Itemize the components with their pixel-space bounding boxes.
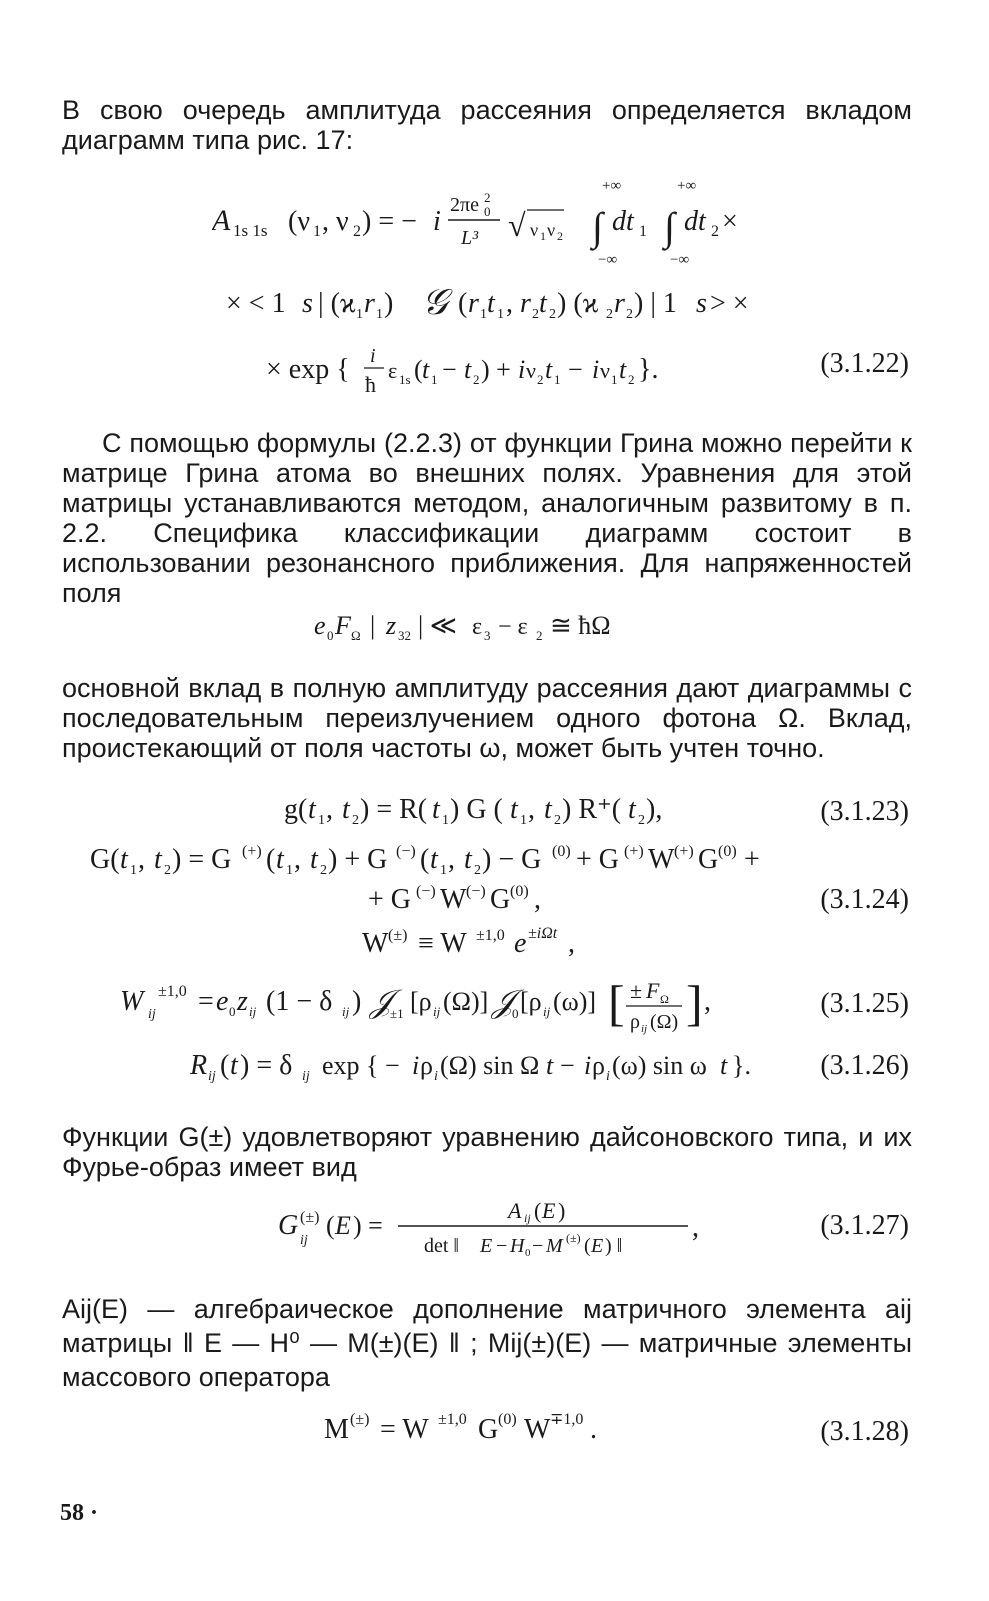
svg-text:i: i — [412, 1051, 420, 1080]
svg-text:t: t — [308, 794, 316, 825]
svg-text:exp { −: exp { − — [322, 1051, 400, 1080]
svg-text:E: E — [480, 1235, 493, 1257]
svg-text:0: 0 — [229, 1004, 236, 1019]
svg-text:1: 1 — [431, 372, 438, 387]
svg-text:G: G — [698, 844, 719, 875]
svg-text:t: t — [487, 288, 495, 319]
svg-text:|: | — [370, 611, 376, 640]
svg-text:s: s — [302, 288, 313, 319]
svg-text:}.: }. — [638, 354, 659, 385]
equation-3-1-25-graphic — [120, 974, 800, 1040]
equation-3-1-26-graphic — [190, 1046, 810, 1086]
svg-text:}.: }. — [732, 1051, 751, 1080]
svg-text:2: 2 — [352, 813, 359, 828]
paragraph-main-contribution: основной вклад в полную амплитуду рассеяния дают диаграммы с последовательным переизлучением одного фотона Ω. Вклад, проистекающий от поля частоты ω, может быть учтен точно. — [62, 673, 912, 763]
svg-text:∓1,0: ∓1,0 — [550, 1411, 584, 1428]
svg-text:t: t — [628, 794, 636, 825]
svg-text:> ×: > × — [710, 288, 749, 319]
svg-text:±1,0: ±1,0 — [158, 983, 187, 1000]
svg-text:= W: = W — [380, 1414, 429, 1445]
svg-text:,: , — [448, 844, 455, 875]
equation-3-1-27 — [278, 1194, 718, 1272]
svg-text:3: 3 — [484, 628, 491, 643]
svg-text:e: e — [514, 928, 527, 959]
svg-text:(ω)]: (ω)] — [553, 987, 597, 1016]
svg-text:2: 2 — [537, 372, 544, 387]
equation-3-1-24-line-2 — [368, 880, 628, 928]
svg-text:(Ω) sin Ω: (Ω) sin Ω — [440, 1051, 540, 1080]
svg-text:F: F — [646, 978, 660, 1003]
svg-text:ij: ij — [300, 1233, 308, 1248]
svg-text:) ‖: ) ‖ — [605, 1235, 623, 1257]
svg-text:t: t — [310, 844, 318, 875]
svg-text:[ρ: [ρ — [520, 987, 542, 1016]
svg-text:(ν: (ν — [288, 206, 310, 237]
equation-3-1-22-line-3-graphic — [266, 340, 746, 402]
svg-text:±: ± — [630, 978, 643, 1003]
svg-text:) | 1: ) | 1 — [634, 288, 677, 319]
paragraph-green-matrix: С помощью формулы (2.2.3) от функции Грина можно перейти к матрице Грина атома во внешних полях. Уравнения для этой матрицы устанавливаются методом, аналогичным развитому в п. 2.2. Специфика классификации диаграмм состоит в использовании резонансного приближения. Для напряженностей поля — [62, 428, 912, 608]
svg-text:(+): (+) — [624, 843, 644, 860]
svg-text:G: G — [490, 884, 511, 915]
svg-text:, ν: , ν — [322, 206, 349, 237]
svg-text:2: 2 — [164, 863, 171, 878]
equation-number-3-1-25: (3.1.25) — [820, 988, 909, 1019]
paragraph-algebraic-complement: Aij(E) — алгебраическое дополнение матричного элемента aij матрицы ‖ E — H⁰ — M(±)(E) ‖ ; Mij(±)(E) — матричные элементы массового оператора — [62, 1294, 912, 1392]
svg-text:dt: dt — [612, 206, 634, 237]
svg-text:× exp {: × exp { — [266, 354, 350, 385]
svg-text:G: G — [278, 1210, 299, 1241]
svg-text:+: + — [744, 844, 760, 875]
svg-text:0: 0 — [525, 1247, 531, 1259]
svg-text:t: t — [619, 355, 627, 384]
svg-text:) + G: ) + G — [328, 844, 388, 875]
svg-text:1: 1 — [611, 372, 618, 387]
svg-text:E: E — [335, 1211, 351, 1240]
svg-text:e: e — [216, 986, 229, 1017]
svg-text:dt: dt — [684, 206, 706, 237]
svg-text:2: 2 — [606, 307, 613, 322]
svg-text:(: ( — [220, 1050, 230, 1081]
svg-text:2: 2 — [626, 307, 633, 322]
svg-text:r: r — [468, 288, 479, 319]
svg-text:ij: ij — [342, 1004, 350, 1019]
svg-text:√: √ — [508, 207, 526, 243]
svg-text:t: t — [276, 844, 284, 875]
svg-text:t: t — [154, 844, 162, 875]
svg-text:−: − — [560, 1051, 575, 1080]
svg-text:±1: ±1 — [390, 1006, 404, 1021]
svg-text:2: 2 — [557, 229, 563, 243]
svg-text:ij: ij — [543, 1004, 551, 1019]
svg-text:−∞: −∞ — [670, 252, 690, 268]
svg-text:i: i — [584, 1051, 592, 1080]
svg-text:t: t — [230, 1050, 238, 1081]
svg-text:t: t — [545, 355, 553, 384]
svg-text:ij: ij — [433, 1004, 441, 1019]
svg-text:(Ω): (Ω) — [650, 1011, 679, 1033]
svg-text:): ) — [558, 1198, 566, 1223]
svg-text:,: , — [692, 1212, 699, 1243]
svg-text:±iΩt: ±iΩt — [528, 925, 558, 942]
svg-text:ij: ij — [148, 1007, 156, 1022]
svg-text:H: H — [510, 1235, 525, 1257]
svg-text:2πe: 2πe — [450, 194, 479, 216]
equation-number-3-1-27: (3.1.27) — [820, 1210, 909, 1241]
svg-text:Ω: Ω — [351, 628, 361, 643]
svg-text:) G (: ) G ( — [450, 794, 503, 825]
svg-text:,: , — [534, 884, 541, 915]
svg-text:×: × — [722, 206, 738, 237]
paragraph-functions-G: Функции G(±) удовлетворяют уравнению дайсоновского типа, и их Фурье-образ имеет вид — [62, 1122, 912, 1182]
svg-text:1: 1 — [480, 307, 487, 322]
equation-W-definition — [362, 922, 622, 970]
svg-text:t: t — [464, 844, 472, 875]
svg-text:−: − — [532, 1235, 544, 1257]
svg-text:(ω) sin ω: (ω) sin ω — [612, 1051, 707, 1080]
equation-number-3-1-22: (3.1.22) — [820, 348, 909, 379]
svg-text:× < 1: × < 1 — [226, 288, 286, 319]
equation-number-3-1-28: (3.1.28) — [820, 1416, 909, 1447]
svg-text:E: E — [591, 1235, 604, 1257]
svg-text:2: 2 — [473, 372, 480, 387]
svg-text:+∞: +∞ — [677, 178, 697, 194]
svg-text:2: 2 — [484, 190, 491, 205]
svg-text:Ω: Ω — [660, 992, 669, 1006]
svg-text:W: W — [524, 1414, 551, 1445]
svg-text:G(: G( — [90, 844, 120, 875]
svg-text:t: t — [539, 288, 547, 319]
svg-text:ν: ν — [547, 220, 556, 240]
svg-text:) = G: ) = G — [172, 844, 232, 875]
svg-text:i: i — [606, 1069, 610, 1084]
svg-text:r: r — [364, 288, 375, 319]
svg-text:1: 1 — [318, 813, 325, 828]
svg-text:2: 2 — [474, 863, 481, 878]
svg-text:𝒥: 𝒥 — [492, 983, 515, 1019]
equation-3-1-24-line-2-graphic — [368, 880, 628, 920]
svg-text:2: 2 — [628, 372, 635, 387]
svg-text:r: r — [520, 288, 531, 319]
svg-text:1: 1 — [554, 372, 561, 387]
svg-text:A: A — [508, 1198, 522, 1223]
svg-text:(±): (±) — [300, 1209, 320, 1226]
svg-text:G: G — [478, 1414, 499, 1445]
svg-text:,: , — [704, 986, 711, 1017]
svg-text:(: ( — [266, 844, 276, 875]
equation-3-1-23-graphic — [284, 790, 724, 830]
svg-text:(+): (+) — [674, 843, 694, 860]
svg-text:) − G: ) − G — [482, 844, 542, 875]
svg-text:1: 1 — [130, 863, 137, 878]
svg-text:(0): (0) — [510, 883, 529, 900]
svg-text:(−): (−) — [466, 883, 486, 900]
svg-text:E: E — [542, 1198, 556, 1223]
svg-text:t: t — [510, 794, 518, 825]
svg-text:(1 − δ: (1 − δ — [266, 986, 333, 1017]
svg-text:(0): (0) — [718, 843, 737, 860]
equation-field-condition-graphic — [314, 606, 694, 646]
svg-text:W: W — [120, 986, 144, 1017]
svg-text:− ε: − ε — [498, 614, 528, 640]
svg-text:ν: ν — [526, 358, 536, 383]
svg-text:ij: ij — [524, 1211, 531, 1225]
svg-text:s: s — [696, 288, 707, 319]
svg-text:z: z — [386, 611, 397, 640]
paragraph-intro: В свою очередь амплитуда рассеяния определяется вкладом диаграмм типа рис. 17: — [62, 95, 912, 155]
svg-text:.: . — [590, 1414, 597, 1445]
svg-text:(−): (−) — [416, 883, 436, 900]
svg-text:ν: ν — [530, 220, 539, 240]
svg-text:(: ( — [420, 844, 430, 875]
svg-text:) = −: ) = − — [362, 206, 417, 237]
svg-text:1: 1 — [639, 223, 647, 240]
svg-text:) = R(: ) = R( — [360, 794, 428, 825]
svg-text:(: ( — [534, 1198, 542, 1223]
svg-text:t: t — [432, 794, 440, 825]
equation-number-3-1-24: (3.1.24) — [820, 884, 909, 915]
svg-text:,: , — [528, 794, 535, 825]
svg-text:1: 1 — [313, 223, 321, 240]
svg-text:2: 2 — [549, 307, 556, 322]
svg-text:+∞: +∞ — [602, 178, 622, 194]
svg-text:): ) — [352, 986, 362, 1017]
svg-text:e: e — [314, 611, 326, 640]
svg-text:−: − — [442, 355, 457, 384]
equation-number-3-1-23: (3.1.23) — [820, 796, 909, 827]
svg-text:) = δ: ) = δ — [240, 1050, 293, 1081]
svg-text:(: ( — [414, 355, 423, 384]
svg-text:i: i — [433, 206, 441, 237]
svg-text:,: , — [568, 928, 575, 959]
svg-text:(±): (±) — [388, 927, 408, 944]
svg-text:(±): (±) — [350, 1411, 370, 1428]
svg-text:ρ: ρ — [420, 1051, 433, 1080]
svg-text:ij: ij — [249, 1004, 257, 1019]
svg-text:(: ( — [326, 1211, 335, 1240]
equation-W-definition-graphic — [362, 922, 622, 962]
svg-text:t: t — [430, 844, 438, 875]
equation-3-1-22-line-1 — [212, 178, 772, 278]
svg-text:ε: ε — [388, 358, 398, 383]
svg-text:M: M — [324, 1414, 349, 1445]
svg-text:2: 2 — [320, 863, 327, 878]
svg-text:≅ ħΩ: ≅ ħΩ — [550, 611, 611, 640]
equation-3-1-22-line-2 — [226, 278, 786, 332]
svg-text:(0): (0) — [498, 1411, 517, 1428]
svg-text:32: 32 — [398, 628, 411, 643]
svg-text:1: 1 — [286, 863, 293, 878]
svg-text:2: 2 — [638, 813, 645, 828]
svg-text:+ G: + G — [368, 884, 412, 915]
equation-number-3-1-26: (3.1.26) — [820, 1050, 909, 1081]
equation-3-1-26 — [190, 1046, 810, 1094]
svg-text:) R⁺(: ) R⁺( — [562, 794, 622, 825]
svg-text:∫: ∫ — [592, 204, 603, 249]
svg-text:[: [ — [608, 975, 625, 1031]
svg-text:0: 0 — [512, 1006, 519, 1021]
equation-3-1-24-line-1-graphic — [90, 840, 880, 880]
svg-text:(Ω)]: (Ω)] — [443, 987, 489, 1016]
svg-text:1: 1 — [442, 813, 449, 828]
svg-text:,: , — [506, 288, 513, 319]
svg-text:t: t — [546, 1051, 554, 1080]
equation-3-1-22-line-2-graphic — [226, 278, 786, 324]
svg-text:| ≪: | ≪ — [418, 611, 457, 640]
svg-text:r: r — [614, 288, 625, 319]
svg-text:1: 1 — [440, 863, 447, 878]
svg-text:1s 1s: 1s 1s — [233, 221, 268, 240]
svg-text:−∞: −∞ — [598, 252, 618, 268]
svg-text:i: i — [592, 355, 600, 384]
svg-text:): ) — [384, 288, 394, 319]
svg-text:(+): (+) — [242, 843, 262, 860]
svg-text:1: 1 — [356, 307, 363, 322]
svg-text:) =: ) = — [353, 1211, 383, 1240]
svg-text:±1,0: ±1,0 — [438, 1411, 467, 1428]
svg-text:W: W — [440, 884, 467, 915]
svg-text:R: R — [190, 1050, 208, 1081]
svg-text:−: − — [568, 355, 583, 384]
svg-text:ρ: ρ — [592, 1051, 605, 1080]
svg-text:i: i — [434, 1069, 438, 1084]
svg-text:) +: ) + — [481, 355, 511, 384]
svg-text:L³: L³ — [461, 227, 479, 249]
svg-text:,: , — [326, 794, 333, 825]
svg-text:ij: ij — [302, 1069, 310, 1084]
svg-text:z: z — [237, 986, 248, 1017]
equation-3-1-23 — [284, 790, 724, 838]
svg-text:2: 2 — [532, 307, 539, 322]
svg-text:∫: ∫ — [664, 204, 675, 249]
svg-text:𝒥: 𝒥 — [370, 983, 393, 1019]
svg-text:ν: ν — [600, 358, 610, 383]
svg-text:ħ: ħ — [365, 372, 376, 397]
svg-text:0: 0 — [484, 204, 491, 219]
svg-text:F: F — [335, 611, 351, 640]
svg-text:) (ϰ: ) (ϰ — [557, 288, 599, 319]
svg-text:ρ: ρ — [630, 1011, 640, 1033]
equation-3-1-25 — [120, 974, 800, 1048]
svg-text:(: ( — [458, 288, 468, 319]
svg-text:1: 1 — [540, 229, 546, 243]
svg-text:(−): (−) — [396, 843, 416, 860]
svg-text:1: 1 — [376, 307, 383, 322]
page-number: 58 · — [60, 1500, 99, 1526]
svg-text:≡ W: ≡ W — [418, 928, 467, 959]
svg-text:i: i — [370, 345, 376, 367]
equation-3-1-28 — [324, 1408, 664, 1456]
equation-3-1-28-graphic — [324, 1408, 664, 1448]
svg-text:t: t — [544, 794, 552, 825]
equation-field-condition — [314, 606, 694, 654]
svg-text:W: W — [362, 928, 389, 959]
svg-text:t: t — [342, 794, 350, 825]
svg-text:i: i — [518, 355, 526, 384]
svg-text:[ρ: [ρ — [410, 987, 432, 1016]
svg-text:(0): (0) — [552, 843, 571, 860]
svg-text:2: 2 — [554, 813, 561, 828]
svg-text:1s: 1s — [399, 372, 411, 387]
svg-text:,: , — [138, 844, 145, 875]
svg-text:+ G: + G — [576, 844, 620, 875]
svg-text:g(: g( — [284, 794, 308, 825]
svg-text:1: 1 — [520, 813, 527, 828]
svg-text:ij: ij — [641, 1023, 648, 1035]
svg-text:2: 2 — [711, 223, 719, 240]
equation-3-1-22-line-3 — [266, 340, 746, 410]
svg-text:]: ] — [686, 975, 703, 1031]
svg-text:t: t — [720, 1051, 728, 1080]
svg-text:t: t — [422, 355, 430, 384]
svg-text:1: 1 — [497, 307, 504, 322]
svg-text:M: M — [546, 1235, 563, 1257]
equation-3-1-27-graphic — [278, 1194, 718, 1264]
svg-text:ij: ij — [208, 1069, 216, 1084]
svg-text:| (ϰ: | (ϰ — [318, 288, 356, 319]
svg-text:−: − — [496, 1235, 508, 1257]
svg-text:±1,0: ±1,0 — [476, 927, 505, 944]
svg-text:0: 0 — [327, 628, 334, 643]
svg-text:2: 2 — [353, 223, 361, 240]
svg-text:2: 2 — [536, 628, 543, 643]
svg-text:t: t — [120, 844, 128, 875]
svg-text:ε: ε — [472, 614, 483, 640]
svg-text:=: = — [198, 986, 214, 1017]
svg-text:(±): (±) — [566, 1231, 581, 1245]
svg-text:(: ( — [584, 1235, 591, 1257]
svg-text:t: t — [464, 355, 472, 384]
svg-text:,: , — [294, 844, 301, 875]
svg-text:det ‖: det ‖ — [424, 1235, 460, 1257]
svg-text:𝒢: 𝒢 — [422, 282, 448, 322]
equation-3-1-22-line-1-graphic — [212, 178, 772, 270]
svg-text:),: ), — [646, 794, 663, 825]
svg-text:W: W — [648, 844, 675, 875]
svg-text:A: A — [212, 204, 231, 237]
